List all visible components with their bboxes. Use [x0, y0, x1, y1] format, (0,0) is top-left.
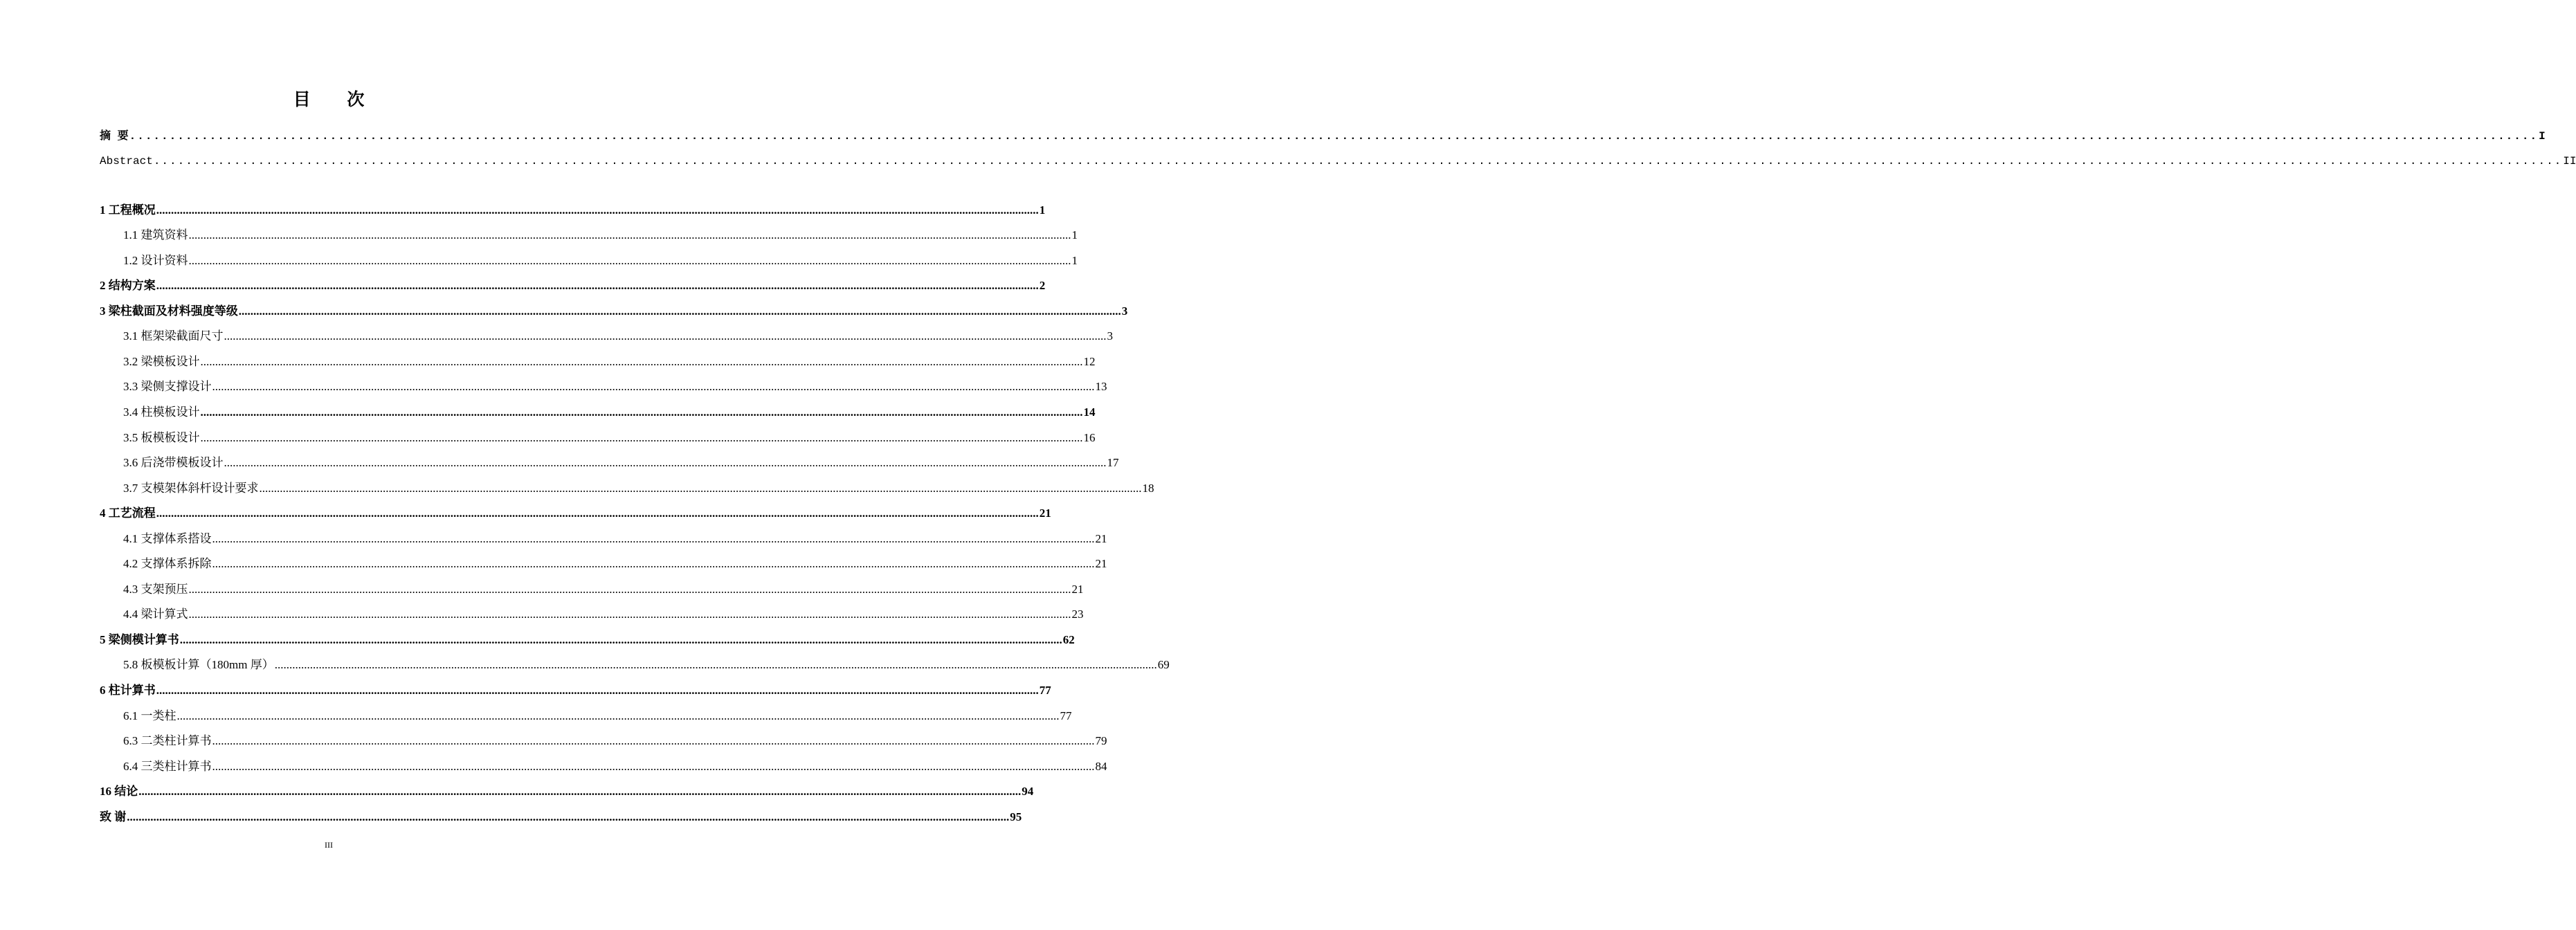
toc-entry[interactable] — [100, 680, 1051, 698]
toc-entry-label: 6 柱计算书 — [100, 684, 156, 697]
toc-entry-page: II — [2563, 155, 2576, 167]
toc-entry-label: 3.6 后浇带模板设计 — [123, 456, 224, 469]
toc-entry[interactable] — [100, 781, 1034, 799]
toc-entry[interactable] — [123, 705, 1072, 723]
toc-entry-page: 1 — [1039, 203, 1046, 217]
toc-leader-dots: ............................................................................................................................................................................................................................................................................................................ — [274, 658, 1157, 671]
toc-entry[interactable] — [123, 477, 1154, 495]
toc-entry[interactable] — [123, 578, 1084, 596]
toc-entry-page: 3 — [1121, 304, 1128, 318]
toc-entry-label: 3 梁柱截面及材料强度等级 — [100, 304, 238, 318]
toc-entry-label: 5.8 板模板计算（180mm 厚） — [123, 658, 274, 671]
toc-entry-page: 21 — [1095, 532, 1107, 545]
page-number: III — [325, 840, 333, 850]
toc-leader-dots: ............................................................................................................................................................................................................................................................................................................ — [156, 203, 1039, 217]
toc-leader-dots: ............................................................................................................................................................................................................................................................................................................ — [212, 380, 1095, 393]
toc-entry-page: 77 — [1060, 709, 1072, 722]
toc-entry[interactable] — [123, 452, 1119, 470]
toc-entry-label: 4.3 支架预压 — [123, 583, 188, 596]
toc-leader-dots: ............................................................................................................................................................................................................................................................................................................ — [188, 254, 1071, 267]
toc-entry-label: 1.1 建筑资料 — [123, 228, 188, 241]
toc-entry-label: 3.5 板模板设计 — [123, 431, 200, 444]
toc-leader-dots: ............................................................................................................................................................................................................................................................................................................ — [156, 507, 1039, 520]
toc-leader-dots: ............................................................................................................................................................................................................................................................................................................ — [127, 810, 1010, 823]
toc-entry[interactable] — [123, 756, 1107, 774]
toc-entry-abstract-en[interactable] — [100, 149, 2576, 167]
toc-entry-label: 3.7 支模架体斜杆设计要求 — [123, 482, 259, 495]
toc-entry-page: 13 — [1095, 380, 1107, 393]
toc-entry-page: 79 — [1095, 734, 1107, 747]
toc-entry[interactable] — [123, 224, 1078, 242]
toc-leader-dots: ............................................................................................................................................................................................................................................................................................................ — [156, 279, 1039, 292]
toc-entry[interactable] — [123, 427, 1096, 445]
toc-entry-label: 4.1 支撑体系搭设 — [123, 532, 212, 545]
toc-entry-page: 1 — [1071, 228, 1078, 241]
toc-entry[interactable] — [123, 603, 1084, 621]
toc-entry-page: 21 — [1039, 507, 1051, 520]
toc-leader-dots: ............................................................................................................................................................................................................................................................................................................ — [200, 431, 1083, 444]
toc-entry[interactable] — [123, 528, 1107, 546]
toc-entry-label: 3.3 梁侧支撑设计 — [123, 380, 212, 393]
toc-leader-dots: ............................................................................................................................................................................................................................................................................................................ — [200, 405, 1083, 419]
toc-entry-page: 21 — [1071, 583, 1084, 596]
toc-entry-label: Abstract — [100, 155, 153, 167]
toc-entry[interactable] — [123, 250, 1078, 268]
toc-entry[interactable] — [100, 300, 1128, 318]
toc-entry-page: 95 — [1010, 810, 1022, 823]
toc-entry-page: 12 — [1083, 355, 1096, 368]
toc-leader-dots: ............................................................................................................................................................................................................................................................................................................ — [138, 785, 1022, 798]
toc-entry-label: 6.1 一类柱 — [123, 709, 176, 722]
toc-entry[interactable] — [100, 502, 1051, 520]
toc-entry-page: 84 — [1095, 760, 1107, 773]
toc-entry-page: 17 — [1107, 456, 1119, 469]
toc-leader-dots: ............................................................................................................................................................................................................................................................................................................ — [200, 355, 1083, 368]
toc-entry-label: 4 工艺流程 — [100, 507, 156, 520]
toc-leader-dots: ............................................................................................................................................................................................................................................................................................................ — [188, 583, 1071, 596]
toc-entry-label: 4.2 支撑体系拆除 — [123, 557, 212, 570]
toc-leader-dots: ............................................................................................................................................................................................................................................................................................................ — [224, 329, 1107, 343]
toc-entry-label: 5 梁侧模计算书 — [100, 633, 179, 646]
toc-entry[interactable] — [123, 401, 1096, 419]
toc-leader-dots: ............................................................................................................................................................................................................................................................................................................ — [212, 557, 1095, 570]
toc-leader-dots: ............................................................................................................................................................................................................................................................................................................ — [224, 456, 1107, 469]
toc-entry-label: 摘 要 — [100, 130, 129, 143]
toc-entry-label: 4.4 梁计算式 — [123, 608, 188, 621]
toc-entry[interactable] — [100, 806, 1022, 824]
toc-entry-label: 3.2 梁模板设计 — [123, 355, 200, 368]
toc-entry[interactable] — [123, 351, 1096, 369]
toc-entry[interactable] — [123, 325, 1113, 343]
toc-leader-dots: ............................................................................................................................................................................................................................................................................................................ — [238, 304, 1121, 318]
toc-entry-label: 1 工程概况 — [100, 203, 156, 217]
toc-leader-dots: ............................................................................................................................................................................................................................................................................................................ — [212, 760, 1095, 773]
toc-entry-page: 77 — [1039, 684, 1051, 697]
toc-leader-dots: ............................................................................................................................................................................................................................................................................................................ — [129, 130, 2539, 143]
toc-entry-label: 1.2 设计资料 — [123, 254, 188, 267]
toc-leader-dots: ............................................................................................................................................................................................................................................................................................................ — [212, 532, 1095, 545]
toc-entry-page: 14 — [1083, 405, 1096, 419]
toc-entry-page: 16 — [1083, 431, 1096, 444]
toc-entry[interactable] — [123, 730, 1107, 748]
toc-entry-abstract-cn[interactable] — [100, 125, 2546, 143]
toc-entry-label: 致 谢 — [100, 810, 127, 823]
toc-entry-page: 62 — [1062, 633, 1075, 646]
toc-entry-label: 6.4 三类柱计算书 — [123, 760, 212, 773]
toc-leader-dots: ............................................................................................................................................................................................................................................................................................................ — [212, 734, 1095, 747]
toc-leader-dots: ............................................................................................................................................................................................................................................................................................................ — [188, 608, 1071, 621]
toc-entry[interactable] — [123, 553, 1107, 571]
toc-entry-label: 3.1 框架梁截面尺寸 — [123, 329, 224, 343]
toc-entry-page: I — [2539, 130, 2546, 143]
toc-entry-page: 23 — [1071, 608, 1084, 621]
toc-leader-dots: ............................................................................................................................................................................................................................................................................................................ — [156, 684, 1039, 697]
toc-entry-label: 6.3 二类柱计算书 — [123, 734, 212, 747]
toc-entry-page: 1 — [1071, 254, 1078, 267]
toc-entry-label: 3.4 柱模板设计 — [123, 405, 200, 419]
toc-entry-page: 18 — [1142, 482, 1154, 495]
toc-entry-page: 2 — [1039, 279, 1046, 292]
toc-leader-dots: ............................................................................................................................................................................................................................................................................................................ — [188, 228, 1071, 241]
toc-entry[interactable] — [123, 654, 1170, 672]
toc-entry[interactable] — [100, 629, 1075, 647]
toc-entry[interactable] — [123, 376, 1107, 394]
toc-entry[interactable] — [100, 199, 1046, 217]
toc-leader-dots: ............................................................................................................................................................................................................................................................................................................ — [176, 709, 1060, 722]
toc-entry-page: 94 — [1022, 785, 1034, 798]
toc-entry-label: 2 结构方案 — [100, 279, 156, 292]
toc-entry-page: 21 — [1095, 557, 1107, 570]
toc-leader-dots: ............................................................................................................................................................................................................................................................................................................ — [153, 155, 2563, 167]
toc-entry-page: 69 — [1157, 658, 1170, 671]
page-title: 目 次 — [293, 89, 380, 109]
toc-entry[interactable] — [100, 275, 1046, 293]
toc-leader-dots: ............................................................................................................................................................................................................................................................................................................ — [259, 482, 1142, 495]
toc-leader-dots: ............................................................................................................................................................................................................................................................................................................ — [179, 633, 1062, 646]
toc-entry-label: 16 结论 — [100, 785, 138, 798]
toc-entry-page: 3 — [1107, 329, 1113, 343]
